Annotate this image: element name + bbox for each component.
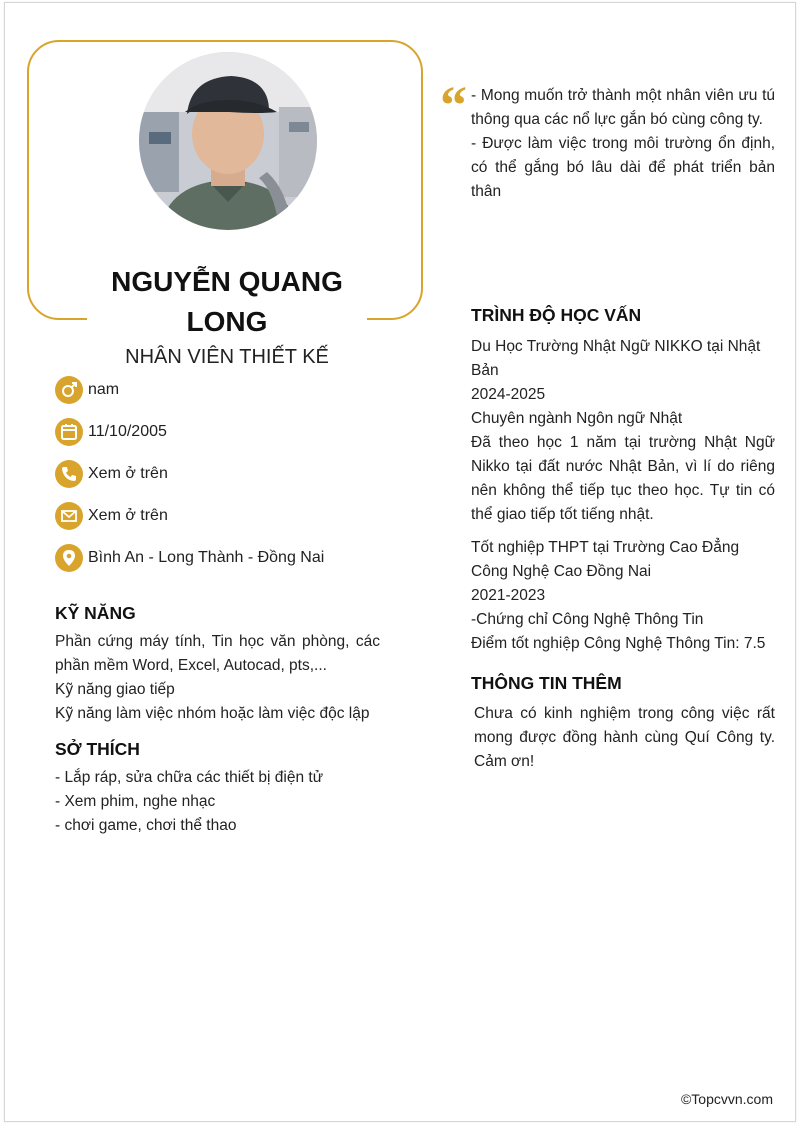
phone-value: Xem ở trên	[88, 465, 168, 482]
avatar-photo	[139, 52, 317, 230]
education-major: -Chứng chỉ Công Nghệ Thông Tin	[471, 611, 704, 628]
skills-section	[55, 602, 380, 726]
education-school: Du Học Trường Nhật Ngữ NIKKO tại Nhật Bản	[471, 338, 761, 379]
education-school: Tốt nghiệp THPT tại Trường Cao Đẳng Công Nghệ Cao Đồng Nai	[471, 539, 740, 580]
copyright-text: ©Topcvvn.com	[680, 1091, 773, 1107]
contact-list	[55, 376, 415, 586]
skill-item: Kỹ năng giao tiếp	[55, 681, 175, 698]
candidate-name	[87, 262, 367, 342]
extra-info-text: Chưa có kinh nghiệm trong công việc rất mong được đồng hành cùng Quí Công ty. Cảm ơn!	[474, 705, 775, 770]
hobby-item: - Xem phim, nghe nhạc	[55, 793, 216, 810]
education-years: 2024-2025	[471, 386, 546, 403]
avatar	[139, 52, 317, 230]
goal-item: - Mong muốn trở thành một nhân viên ưu tú thông qua các nổ lực gắn bó cùng công ty.	[471, 87, 775, 128]
gender-icon	[55, 376, 83, 404]
email-icon	[55, 502, 83, 530]
email-value: Xem ở trên	[88, 507, 168, 524]
education-note: Điểm tốt nghiệp Công Nghệ Thông Tin: 7.5	[471, 635, 766, 652]
education-major: Chuyên ngành Ngôn ngữ Nhật	[471, 410, 683, 427]
goal-item: - Được làm việc trong môi trường ổn định, có thể gắng bó lâu dài để phát triển bản thân	[471, 135, 775, 200]
contact-gender	[55, 376, 415, 418]
education-entry	[471, 536, 775, 656]
education-years: 2021-2023	[471, 587, 546, 604]
calendar-icon	[55, 418, 83, 446]
career-goals	[471, 84, 775, 204]
candidate-name-line2: LONG	[186, 306, 268, 337]
education-section	[471, 304, 775, 656]
contact-email	[55, 502, 415, 544]
contact-address	[55, 544, 415, 586]
hobby-item: - Lắp ráp, sửa chữa các thiết bị điện tử	[55, 769, 324, 786]
quote-icon: “	[440, 75, 467, 135]
hobbies-section	[55, 738, 380, 838]
extra-info-title: THÔNG TIN THÊM	[471, 673, 622, 693]
address-value: Bình An - Long Thành - Đồng Nai	[88, 549, 325, 566]
job-title: NHÂN VIÊN THIẾT KẾ	[125, 346, 329, 368]
contact-birthday	[55, 418, 415, 460]
skill-item: Phần cứng máy tính, Tin học văn phòng, các phần mềm Word, Excel, Autocad, pts,...	[55, 633, 380, 674]
skill-item: Kỹ năng làm việc nhóm hoặc làm việc độc lập	[55, 705, 370, 722]
skills-title: KỸ NĂNG	[55, 603, 136, 623]
location-icon	[55, 544, 83, 572]
hobby-item: - chơi game, chơi thể thao	[55, 817, 237, 834]
gender-value: nam	[88, 381, 120, 398]
education-entry	[471, 335, 775, 527]
phone-icon	[55, 460, 83, 488]
hobbies-title: SỞ THÍCH	[55, 739, 140, 759]
contact-phone	[55, 460, 415, 502]
education-note: Đã theo học 1 năm tại trường Nhật Ngữ Nikko tại đất nước Nhật Bản, vì lí do riêng nên không thể tiếp tục theo học. Tự tin có thể giao tiếp tốt tiếng nhật.	[471, 434, 775, 523]
birthday-value: 11/10/2005	[88, 423, 167, 440]
education-title: TRÌNH ĐỘ HỌC VẤN	[471, 305, 642, 325]
candidate-name-line1: NGUYỄN QUANG	[111, 266, 343, 297]
